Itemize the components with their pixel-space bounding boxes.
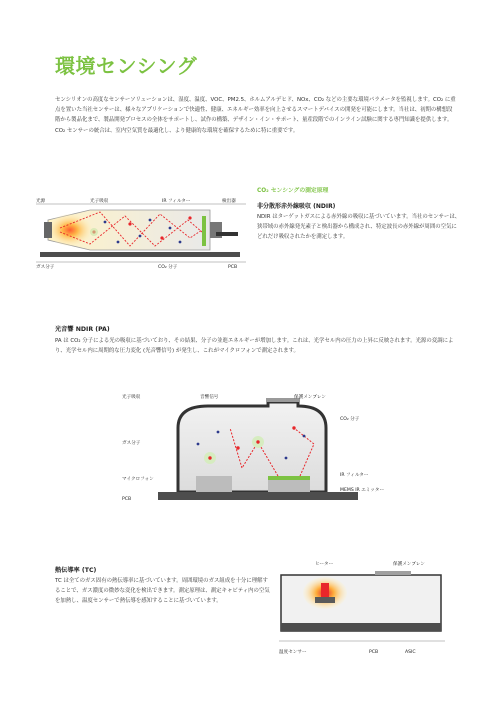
pa-title: 光音響 NDIR (PA) bbox=[55, 326, 110, 333]
ndir-label-co2-molecule: CO₂ 分子 bbox=[158, 265, 178, 270]
tc-label-pcb: PCB bbox=[369, 650, 379, 655]
pa-text: PA は CO₂ 分子による光の吸収に基づいており、その結果、分子の並進エネルギーが増加します。これは、光学セル内の圧力の上昇に反映されます。光源の変調により、光学セル内に周期的な圧力変化 (光音響信号) が発生し、これがマイクロフォンで測定されます。 bbox=[55, 338, 454, 355]
page-title: 環境センシング bbox=[55, 54, 198, 78]
ndir-label-photon-absorption: 光子吸収 bbox=[90, 199, 109, 204]
ndir-label-pcb: PCB bbox=[228, 265, 238, 270]
ndir-label-gas-molecule: ガス分子 bbox=[36, 265, 55, 270]
ndir-label-detector: 検出器 bbox=[222, 199, 236, 204]
tc-text: TC は全てのガス固有の熱伝導率に基づいています。周囲環境のガス組成を十分に理解することで、ガス濃度の微妙な変化を検出できます。測定原理は、測定キャビティ内の空気を加熱し、温度センサーで熱伝導を感知することに基づいています。 bbox=[55, 578, 270, 605]
tc-label-asic: ASIC bbox=[405, 650, 416, 655]
ndir-label-light-source: 光源 bbox=[36, 199, 46, 204]
pa-label-co2: CO₂ 分子 bbox=[340, 417, 360, 422]
co2-heading: CO₂ センシングの測定原理 bbox=[257, 188, 329, 194]
ndir-text: NDIR はターゲットガスによる赤外線の吸収に基づいています。当社のセンサーは、狭帯域の赤外線発光素子と検出器から構成され、特定波長の赤外線が周囲の空気にどれだけ吸収されたかを測定します。 bbox=[257, 214, 461, 241]
tc-label-heater: ヒーター bbox=[315, 562, 334, 567]
pa-label-signal: 音響信号 bbox=[200, 395, 219, 400]
ndir-label-ir-filter: IR フィルター bbox=[162, 199, 191, 204]
tc-label-temp-sensor: 温度センサー bbox=[279, 650, 307, 655]
pa-label-ir-filter: IR フィルター bbox=[340, 473, 369, 478]
intro-paragraph: センシリオンの高度なセンサーソリューションは、湿度、温度、VOC、PM2.5、ホルムアルデヒド、NOx、CO₂ などの主要な環境パラメータを監視します。CO₂ に重点を置いた当社センサーは、様々なアプリケーションで快適性、健康、エネルギー効率を向上させるスマートデバイスの開発を可能にします。当社は、初期の構想段階から製品化まで、製品開発プロセスの全体をサポートし、試作の構築、デザイン・イン・サポート、量産段階でのインライン試験に関する専門知識を提供します。CO₂ センサーの統合は、室内空気質を最適化し、より健康的な環境を確保するために特に重要です。 bbox=[55, 97, 456, 134]
tc-title: 熱伝導率 (TC) bbox=[55, 567, 97, 574]
pa-label-pcb: PCB bbox=[122, 497, 132, 502]
pa-label-membrane: 保護メンブレン bbox=[294, 395, 326, 400]
pa-diagram bbox=[118, 388, 388, 508]
ndir-title: 非分散形赤外線吸収 (NDIR) bbox=[257, 203, 336, 210]
pa-label-mems: MEMS IR エミッター bbox=[340, 488, 385, 493]
ndir-diagram bbox=[30, 192, 250, 272]
pa-label-gas: ガス分子 bbox=[122, 441, 141, 446]
pa-label-microphone: マイクロフォン bbox=[122, 477, 154, 482]
tc-label-membrane: 保護メンブレン bbox=[393, 562, 425, 567]
tc-diagram bbox=[275, 553, 465, 663]
pa-label-photon-absorption: 光子吸収 bbox=[122, 395, 141, 400]
